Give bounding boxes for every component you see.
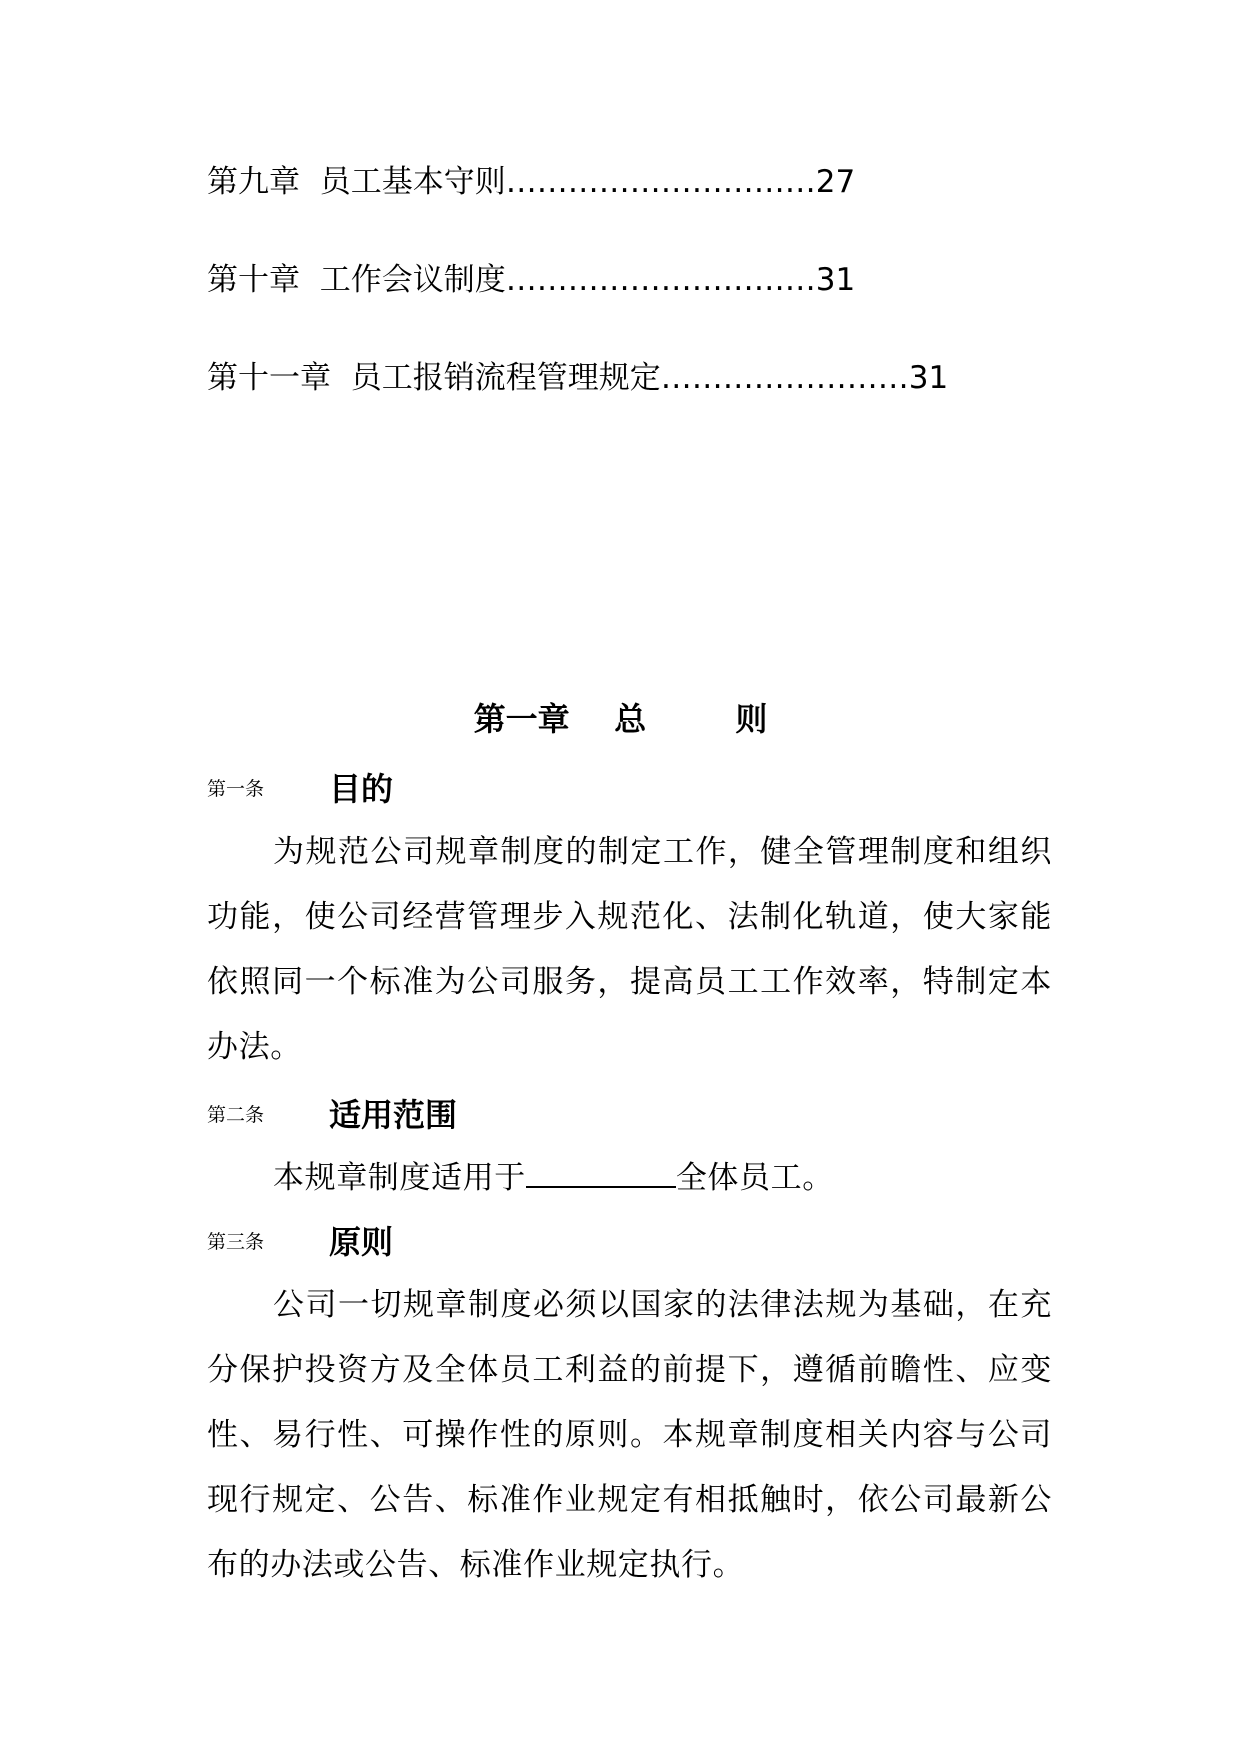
article-title: 原则 <box>329 1222 394 1261</box>
paragraph-text-before-blank: 本规章制度适用于 <box>273 1160 526 1196</box>
article-2 <box>207 1086 1052 1211</box>
toc-entry[interactable] <box>207 258 1057 302</box>
toc-page-number: 27 <box>815 164 856 200</box>
article-heading <box>207 760 1052 816</box>
toc-entry[interactable] <box>207 160 1057 204</box>
toc-page-number: 31 <box>908 360 949 396</box>
article-number: 第一条 <box>207 777 265 800</box>
article-title: 目的 <box>329 769 394 808</box>
article-paragraph <box>207 1146 1052 1211</box>
article-number: 第二条 <box>207 1103 265 1126</box>
article-title: 适用范围 <box>329 1095 458 1134</box>
chapter-body <box>207 760 1052 1598</box>
article-paragraph: 为规范公司规章制度的制定工作，健全管理制度和组织功能，使公司经营管理步入规范化、法制化轨道，使大家能依照同一个标准为公司服务，提高员工工作效率，特制定本办法。 <box>207 834 1052 1065</box>
toc-leader-dots: ………………………… <box>505 164 816 200</box>
article-1 <box>207 760 1052 1080</box>
article-paragraph: 公司一切规章制度必须以国家的法律法规为基础，在充分保护投资方及全体员工利益的前提下，遵循前瞻性、应变性、易行性、可操作性的原则。本规章制度相关内容与公司现行规定、公告、标准作业规定有相抵触时，依公司最新公布的办法或公告、标准作业规定执行。 <box>207 1287 1052 1583</box>
toc-chapter: 第九章 <box>207 164 300 200</box>
toc-title: 员工基本守则 <box>319 164 506 200</box>
chapter-heading: 第一章 总 则 <box>473 700 768 738</box>
paragraph-text-after-blank: 全体员工。 <box>675 1160 834 1196</box>
toc-title: 员工报销流程管理规定 <box>350 360 661 396</box>
article-3 <box>207 1213 1052 1598</box>
article-heading <box>207 1213 1052 1269</box>
toc-title: 工作会议制度 <box>319 262 506 298</box>
toc-entry[interactable] <box>207 356 1057 400</box>
toc-chapter: 第十章 <box>207 262 300 298</box>
toc-page-number: 31 <box>815 262 856 298</box>
article-heading <box>207 1086 1052 1142</box>
toc-leader-dots: ………………………… <box>505 262 816 298</box>
toc-chapter: 第十一章 <box>207 360 331 396</box>
fill-in-blank[interactable] <box>526 1156 676 1188</box>
article-number: 第三条 <box>207 1230 265 1253</box>
table-of-contents <box>207 160 1057 454</box>
toc-leader-dots: …………………… <box>660 360 909 396</box>
